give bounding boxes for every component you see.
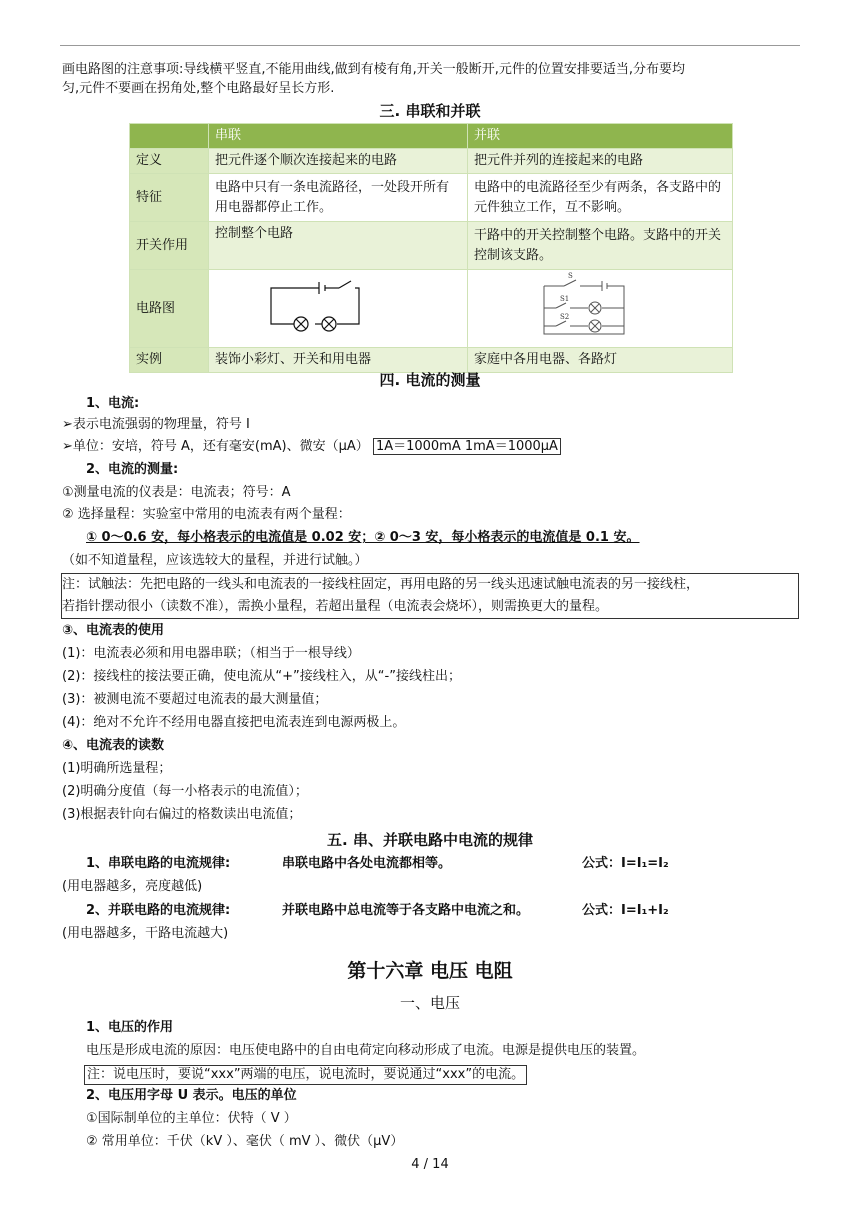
parallel-cell: 电路中的电流路径至少有两条，各支路中的元件独立工作，互不影响。 — [468, 174, 733, 222]
parallel-cell: 把元件并列的连接起来的电路 — [468, 149, 733, 174]
parallel-rule-label: 2、并联电路的电流规律: — [86, 903, 231, 918]
header-empty-cell — [130, 124, 209, 149]
voltage-unit-heading: 2、电压用字母 U 表示。电压的单位 — [86, 1088, 297, 1103]
switch-s-label: S — [568, 272, 573, 280]
table-row — [130, 270, 733, 348]
chapter-title: 第十六章 电压 电阻 — [347, 960, 513, 982]
current-definition: ➢表示电流强弱的物理量，符号 I — [62, 417, 250, 432]
row-label: 开关作用 — [130, 222, 209, 270]
parallel-rule-text: 并联电路中总电流等于各支路中电流之和。 — [282, 903, 530, 918]
series-cell: 把元件逐个顺次连接起来的电路 — [209, 149, 468, 174]
ammeter-use-4: (4)：绝对不允许不经用电器直接把电流表连到电源两极上。 — [62, 715, 406, 730]
page-number: 4 / 14 — [411, 1157, 449, 1172]
row-label: 实例 — [130, 348, 209, 373]
table-row — [130, 149, 733, 174]
series-cell: 电路中只有一条电流路径，一处段开所有用电器都停止工作。 — [209, 174, 468, 222]
voltage-note: 注：说电压时，要说“xxx”两端的电压，说电流时，要说通过“xxx”的电流。 — [84, 1065, 527, 1085]
voltage-role-text: 电压是形成电流的原因：电压使电路中的自由电荷定向移动形成了电流。电源是提供电压的装置。 — [86, 1043, 646, 1058]
parallel-circuit-diagram-cell — [468, 270, 733, 348]
ammeter-reading-heading: ④、电流表的读数 — [62, 738, 165, 753]
series-rule-label: 1、串联电路的电流规律: — [86, 856, 231, 871]
parallel-circuit-diagram — [474, 272, 720, 338]
row-label: 定义 — [130, 149, 209, 174]
header-parallel: 并联 — [468, 124, 733, 149]
table-header-row — [130, 124, 733, 149]
trial-touch-note-2: 若指针摆动很小（读数不准），需换小量程，若超出量程（电流表会烧坏），则需换更大的量程。 — [62, 599, 609, 614]
voltage-role-heading: 1、电压的作用 — [86, 1020, 174, 1035]
ammeter-use-1: (1)：电流表必须和用电器串联；（相当于一根导线） — [62, 646, 360, 661]
header-rule — [60, 45, 800, 46]
table-row — [130, 222, 733, 270]
current-unit: ➢单位：安培，符号 A，还有毫安(mA)、微安（μA） 1A＝1000mA 1mA＝1000μA — [62, 438, 561, 456]
parallel-rule-formula: 公式：I=I₁+I₂ — [582, 903, 669, 918]
parallel-cell: 干路中的开关控制整个电路。支路中的开关控制该支路。 — [468, 222, 733, 270]
voltage-section-title: 一、电压 — [399, 994, 460, 1012]
common-units-line: ② 常用单位：千伏（kV ）、毫伏（ mV ）、微伏（μV） — [86, 1134, 404, 1149]
row-label: 电路图 — [130, 270, 209, 348]
series-parallel-table — [129, 123, 733, 373]
switch-s2-label: S2 — [560, 313, 570, 321]
header-series: 串联 — [209, 124, 468, 149]
unit-conversion-box: 1A＝1000mA 1mA＝1000μA — [373, 438, 561, 455]
current-heading: 1、电流: — [86, 396, 140, 411]
table-row — [130, 174, 733, 222]
ammeter-use-3: (3)：被测电流不要超过电流表的最大测量值； — [62, 692, 328, 707]
series-rule-note: (用电器越多，亮度越低) — [62, 879, 203, 894]
row-label: 特征 — [130, 174, 209, 222]
ammeter-reading-1: (1)明确所选量程； — [62, 761, 172, 776]
series-rule-text: 串联电路中各处电流都相等。 — [282, 856, 452, 871]
section-4-title: 四. 电流的测量 — [379, 371, 481, 389]
series-rule-formula: 公式：I=I₁=I₂ — [582, 856, 669, 871]
ammeter-line: ①测量电流的仪表是：电流表；符号：A — [62, 485, 291, 500]
switch-s1-label: S1 — [560, 295, 570, 303]
trial-touch-note-1: 注：试触法：先把电路的一线头和电流表的一接线柱固定，再用电路的另一线头迅速试触电流表的另一接线柱， — [62, 577, 700, 592]
range-line: ② 选择量程：实验室中常用的电流表有两个量程： — [62, 507, 351, 522]
section-5-title: 五. 串、并联电路中电流的规律 — [327, 831, 533, 849]
series-cell: 控制整个电路 — [209, 222, 468, 270]
series-circuit-diagram — [215, 272, 461, 338]
ammeter-use-2: (2)：接线柱的接法要正确，使电流从“+”接线柱入，从“-”接线柱出； — [62, 669, 461, 684]
parallel-cell: 家庭中各用电器、各路灯 — [468, 348, 733, 373]
ammeter-reading-3: (3)根据表针向右偏过的格数读出电流值； — [62, 807, 302, 822]
ranges-detail: ① 0～0.6 安，每小格表示的电流值是 0.02 安；② 0～3 安，每小格表示的电流值是 0.1 安。 — [86, 530, 640, 545]
measurement-heading: 2、电流的测量: — [86, 462, 179, 477]
intro-line-2: 匀,元件不要画在拐角处,整个电路最好呈长方形. — [62, 81, 335, 96]
si-unit-line: ①国际制单位的主单位：伏特（ V ） — [86, 1111, 297, 1126]
ammeter-reading-2: (2)明确分度值（每一小格表示的电流值）； — [62, 784, 308, 799]
parallel-rule-note: (用电器越多，干路电流越大) — [62, 926, 229, 941]
series-cell: 装饰小彩灯、开关和用电器 — [209, 348, 468, 373]
series-circuit-diagram-cell — [209, 270, 468, 348]
ammeter-use-heading: ③、电流表的使用 — [62, 623, 165, 638]
intro-line-1: 画电路图的注意事项:导线横平竖直,不能用曲线,做到有棱有角,开关一般断开,元件的位置安排要适当,分布要均 — [62, 62, 686, 77]
range-hint: （如不知道量程，应该选较大的量程，并进行试触。） — [62, 553, 368, 568]
section-3-title: 三. 串联和并联 — [379, 102, 481, 120]
